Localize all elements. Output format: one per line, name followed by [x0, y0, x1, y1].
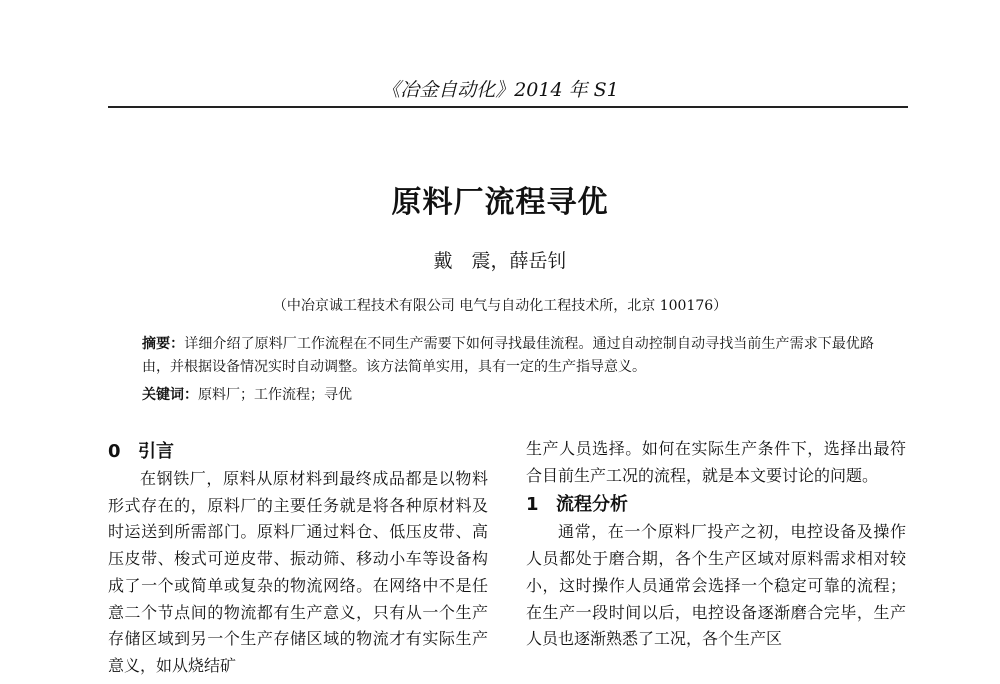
continued-paragraph: 生产人员选择。如何在实际生产条件下，选择出最符合目前生产工况的流程，就是本文要讨论的问题。 [526, 439, 906, 485]
abstract-label: 摘要： [142, 336, 185, 352]
affiliation: （中冶京诚工程技术有限公司 电气与自动化工程技术所，北京 100176） [272, 298, 728, 314]
section-heading-analysis [526, 491, 906, 519]
keywords-label: 关键词： [142, 387, 198, 403]
section-title: 流程分析 [556, 494, 628, 516]
header-rule [108, 106, 908, 108]
intro-paragraph: 在钢铁厂，原料从原材料到最终成品都是以物料形式存在的，原料厂的主要任务就是将各种原材料及时运送到所需部门。原料厂通过料仓、低压皮带、高压皮带、梭式可逆皮带、振动筛、移动小车等设备构成了一个或简单或复杂的物流网络。在网络中不是任意二个节点间的物流都有生产意义，只有从一个生产存储区域到另一个生产存储区域的物流才有实际生产意义，如从烧结矿 [108, 469, 488, 675]
left-column [108, 436, 488, 680]
abstract [142, 333, 874, 379]
paper-title: 原料厂流程寻优 [391, 185, 609, 220]
journal-header: 《冶金自动化》2014 年 S1 [381, 79, 619, 101]
abstract-text: 详细介绍了原料厂工作流程在不同生产需要下如何寻找最佳流程。通过自动控制自动寻找当前生产需求下最优路由，并根据设备情况实时自动调整。该方法简单实用，具有一定的生产指导意义。 [142, 336, 875, 375]
section-title: 引言 [138, 441, 174, 462]
keywords-text: 原料厂；工作流程；寻优 [198, 387, 352, 403]
section-number: 0 [108, 441, 121, 462]
authors: 戴 震，薛岳钊 [433, 250, 567, 272]
author-1: 戴 震 [433, 250, 491, 272]
section-heading-intro [108, 438, 488, 466]
keywords [142, 384, 874, 406]
analysis-paragraph: 通常，在一个原料厂投产之初，电控设备及操作人员都处于磨合期，各个生产区域对原料需求相对较小，这时操作人员通常会选择一个稳定可靠的流程；在生产一段时间以后，电控设备逐渐磨合完毕，生产人员也逐渐熟悉了工况，各个生产区 [526, 522, 906, 649]
section-number: 1 [526, 494, 539, 516]
right-column [526, 436, 906, 653]
author-2: 薛岳钊 [509, 250, 567, 272]
